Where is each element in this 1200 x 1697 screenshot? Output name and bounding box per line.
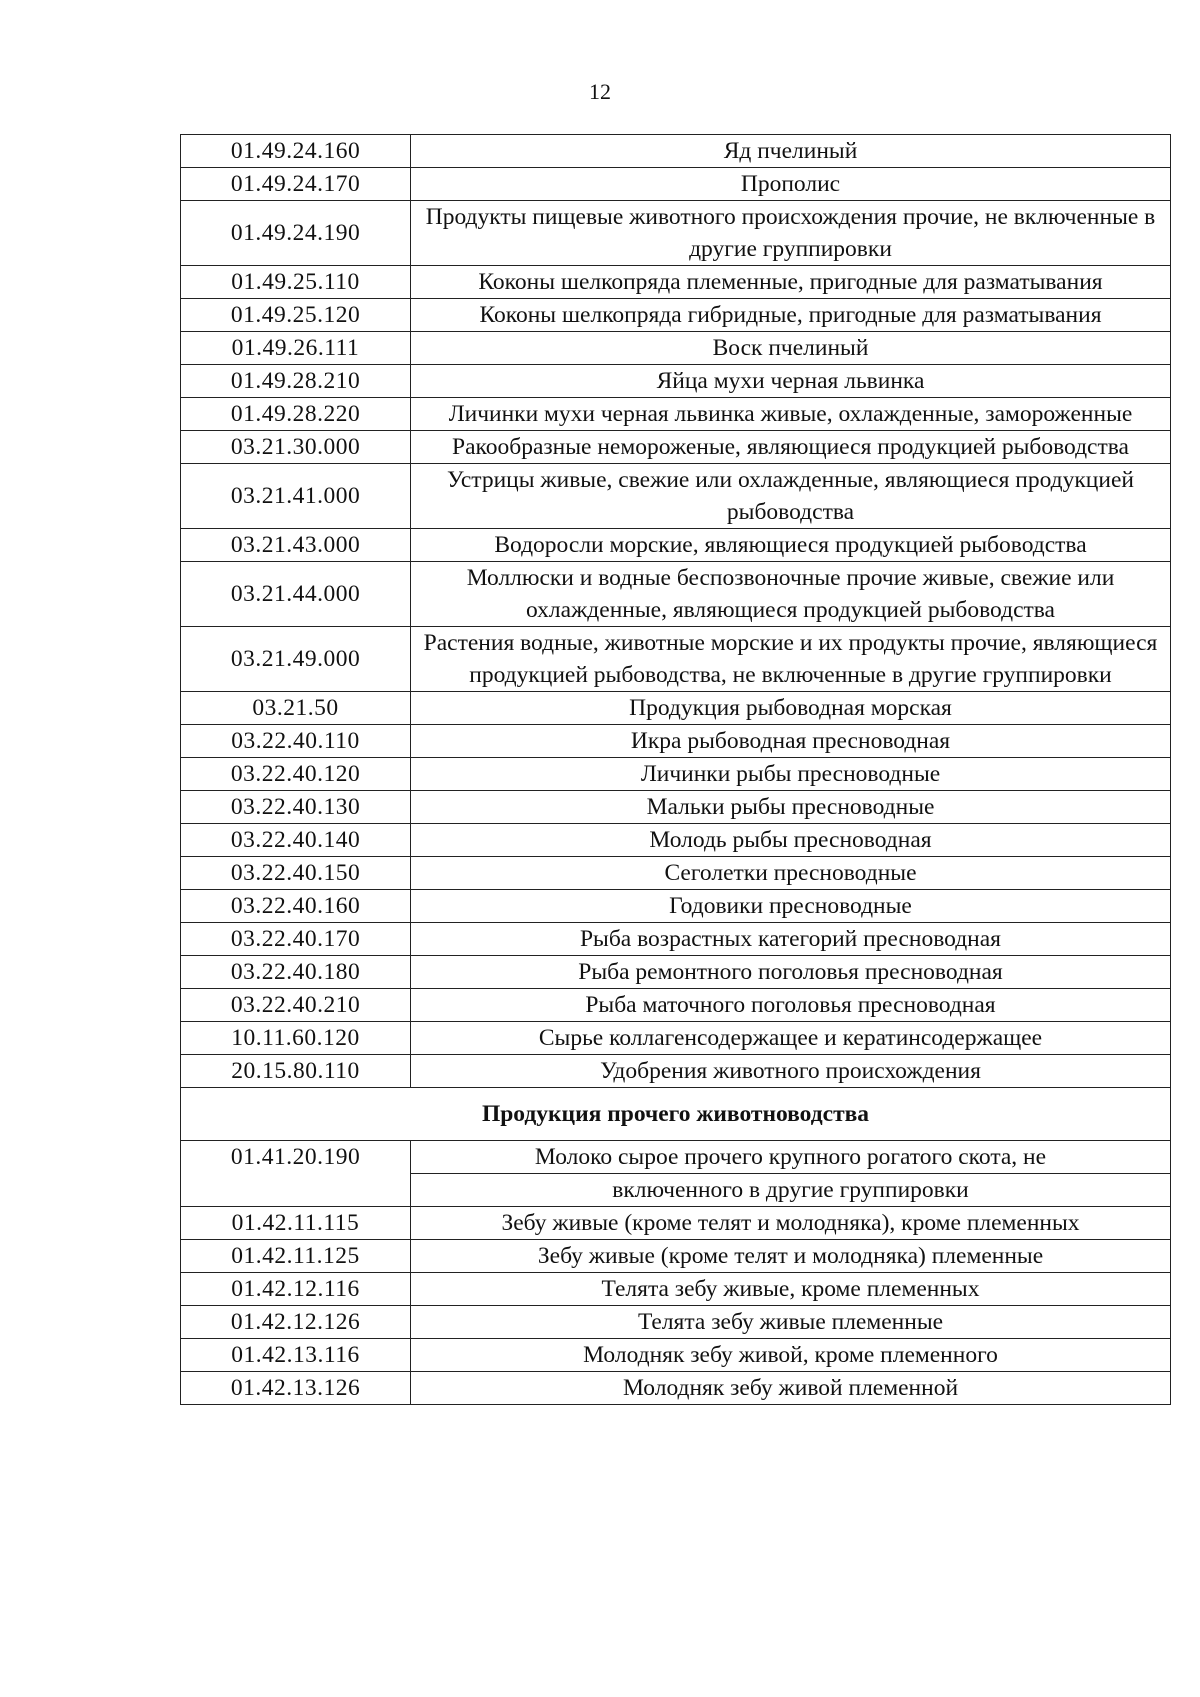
- code-cell: 01.41.20.190: [181, 1141, 411, 1174]
- name-cell: Молодняк зебу живой племенной: [411, 1372, 1171, 1405]
- code-cell: 01.49.28.210: [181, 365, 411, 398]
- table-row: [181, 1174, 1171, 1207]
- table-row: [181, 299, 1171, 332]
- table-row: [181, 692, 1171, 725]
- code-cell: 01.42.11.115: [181, 1207, 411, 1240]
- table-row: [181, 956, 1171, 989]
- table-row: [181, 989, 1171, 1022]
- code-cell: 01.42.11.125: [181, 1240, 411, 1273]
- section-title: Продукция прочего животноводства: [181, 1088, 1171, 1141]
- table-row: [181, 398, 1171, 431]
- name-cell: Коконы шелкопряда гибридные, пригодные для разматывания: [411, 299, 1171, 332]
- name-cell: Рыба маточного поголовья пресноводная: [411, 989, 1171, 1022]
- name-cell: Зебу живые (кроме телят и молодняка) племенные: [411, 1240, 1171, 1273]
- code-cell: 03.22.40.140: [181, 824, 411, 857]
- table-row: [181, 1240, 1171, 1273]
- name-cell: Продукция рыбоводная морская: [411, 692, 1171, 725]
- name-cell: Личинки рыбы пресноводные: [411, 758, 1171, 791]
- name-cell: Зебу живые (кроме телят и молодняка), кроме племенных: [411, 1207, 1171, 1240]
- code-cell: 01.49.24.160: [181, 135, 411, 168]
- code-cell: 01.49.24.170: [181, 168, 411, 201]
- table-row: [181, 464, 1171, 529]
- table-row: [181, 332, 1171, 365]
- code-cell-empty: [181, 1174, 411, 1207]
- code-cell: 03.22.40.170: [181, 923, 411, 956]
- code-cell: 03.21.44.000: [181, 562, 411, 627]
- name-cell: Рыба возрастных категорий пресноводная: [411, 923, 1171, 956]
- name-cell: Рыба ремонтного поголовья пресноводная: [411, 956, 1171, 989]
- table-row: [181, 890, 1171, 923]
- code-cell: 03.22.40.210: [181, 989, 411, 1022]
- name-cell: Телята зебу живые, кроме племенных: [411, 1273, 1171, 1306]
- table-row: [181, 1372, 1171, 1405]
- name-cell: Телята зебу живые племенные: [411, 1306, 1171, 1339]
- name-cell: Воск пчелиный: [411, 332, 1171, 365]
- name-cell: Ракообразные немороженые, являющиеся продукцией рыбоводства: [411, 431, 1171, 464]
- name-cell: Прополис: [411, 168, 1171, 201]
- code-cell: 01.42.12.126: [181, 1306, 411, 1339]
- code-cell: 01.49.25.110: [181, 266, 411, 299]
- name-cell: Сырье коллагенсодержащее и кератинсодержащее: [411, 1022, 1171, 1055]
- table-row: [181, 1339, 1171, 1372]
- table-row: [181, 791, 1171, 824]
- table-row: [181, 201, 1171, 266]
- code-cell: 01.42.12.116: [181, 1273, 411, 1306]
- table-row: [181, 1141, 1171, 1174]
- code-cell: 01.49.24.190: [181, 201, 411, 266]
- code-cell: 03.22.40.110: [181, 725, 411, 758]
- code-cell: 03.22.40.160: [181, 890, 411, 923]
- code-cell: 01.42.13.116: [181, 1339, 411, 1372]
- table-row: [181, 1273, 1171, 1306]
- name-cell: Молоко сырое прочего крупного рогатого скота, не: [411, 1141, 1171, 1174]
- name-cell: Молодь рыбы пресноводная: [411, 824, 1171, 857]
- table-row: [181, 725, 1171, 758]
- code-cell: 01.49.26.111: [181, 332, 411, 365]
- name-cell: Продукты пищевые животного происхождения прочие, не включенные в другие группировки: [411, 201, 1171, 266]
- table-row: [181, 627, 1171, 692]
- code-cell: 10.11.60.120: [181, 1022, 411, 1055]
- table-row: [181, 1306, 1171, 1339]
- classification-table: [180, 134, 1171, 1405]
- section-header-row: [181, 1088, 1171, 1141]
- code-cell: 03.22.40.150: [181, 857, 411, 890]
- name-cell: Мальки рыбы пресноводные: [411, 791, 1171, 824]
- page-number: 12: [589, 79, 611, 104]
- name-cell: Годовики пресноводные: [411, 890, 1171, 923]
- table-row: [181, 824, 1171, 857]
- name-cell: Моллюски и водные беспозвоночные прочие живые, свежие или охлажденные, являющиеся продукцией рыбоводства: [411, 562, 1171, 627]
- code-cell: 03.21.30.000: [181, 431, 411, 464]
- name-cell: Икра рыбоводная пресноводная: [411, 725, 1171, 758]
- name-cell: Растения водные, животные морские и их продукты прочие, являющиеся продукцией рыбоводства, не включенные в другие группировки: [411, 627, 1171, 692]
- table-row: [181, 562, 1171, 627]
- name-cell: Коконы шелкопряда племенные, пригодные для разматывания: [411, 266, 1171, 299]
- code-cell: 03.22.40.130: [181, 791, 411, 824]
- table-row: [181, 135, 1171, 168]
- name-cell: Яд пчелиный: [411, 135, 1171, 168]
- table-row: [181, 1022, 1171, 1055]
- table-row: [181, 365, 1171, 398]
- code-cell: 03.22.40.180: [181, 956, 411, 989]
- table-row: [181, 923, 1171, 956]
- code-cell: 03.22.40.120: [181, 758, 411, 791]
- code-cell: 01.42.13.126: [181, 1372, 411, 1405]
- table-row: [181, 1055, 1171, 1088]
- code-cell: 20.15.80.110: [181, 1055, 411, 1088]
- table-row: [181, 431, 1171, 464]
- table-row: [181, 1207, 1171, 1240]
- code-cell: 03.21.49.000: [181, 627, 411, 692]
- name-cell: Яйца мухи черная львинка: [411, 365, 1171, 398]
- name-cell: Удобрения животного происхождения: [411, 1055, 1171, 1088]
- name-cell: включенного в другие группировки: [411, 1174, 1171, 1207]
- code-cell: 03.21.41.000: [181, 464, 411, 529]
- name-cell: Водоросли морские, являющиеся продукцией рыбоводства: [411, 529, 1171, 562]
- code-cell: 03.21.43.000: [181, 529, 411, 562]
- table-row: [181, 758, 1171, 791]
- table-row: [181, 168, 1171, 201]
- name-cell: Личинки мухи черная львинка живые, охлажденные, замороженные: [411, 398, 1171, 431]
- table-row: [181, 529, 1171, 562]
- name-cell: Молодняк зебу живой, кроме племенного: [411, 1339, 1171, 1372]
- name-cell: Устрицы живые, свежие или охлажденные, являющиеся продукцией рыбоводства: [411, 464, 1171, 529]
- code-cell: 03.21.50: [181, 692, 411, 725]
- name-cell: Сеголетки пресноводные: [411, 857, 1171, 890]
- code-cell: 01.49.25.120: [181, 299, 411, 332]
- table-row: [181, 857, 1171, 890]
- code-cell: 01.49.28.220: [181, 398, 411, 431]
- table-row: [181, 266, 1171, 299]
